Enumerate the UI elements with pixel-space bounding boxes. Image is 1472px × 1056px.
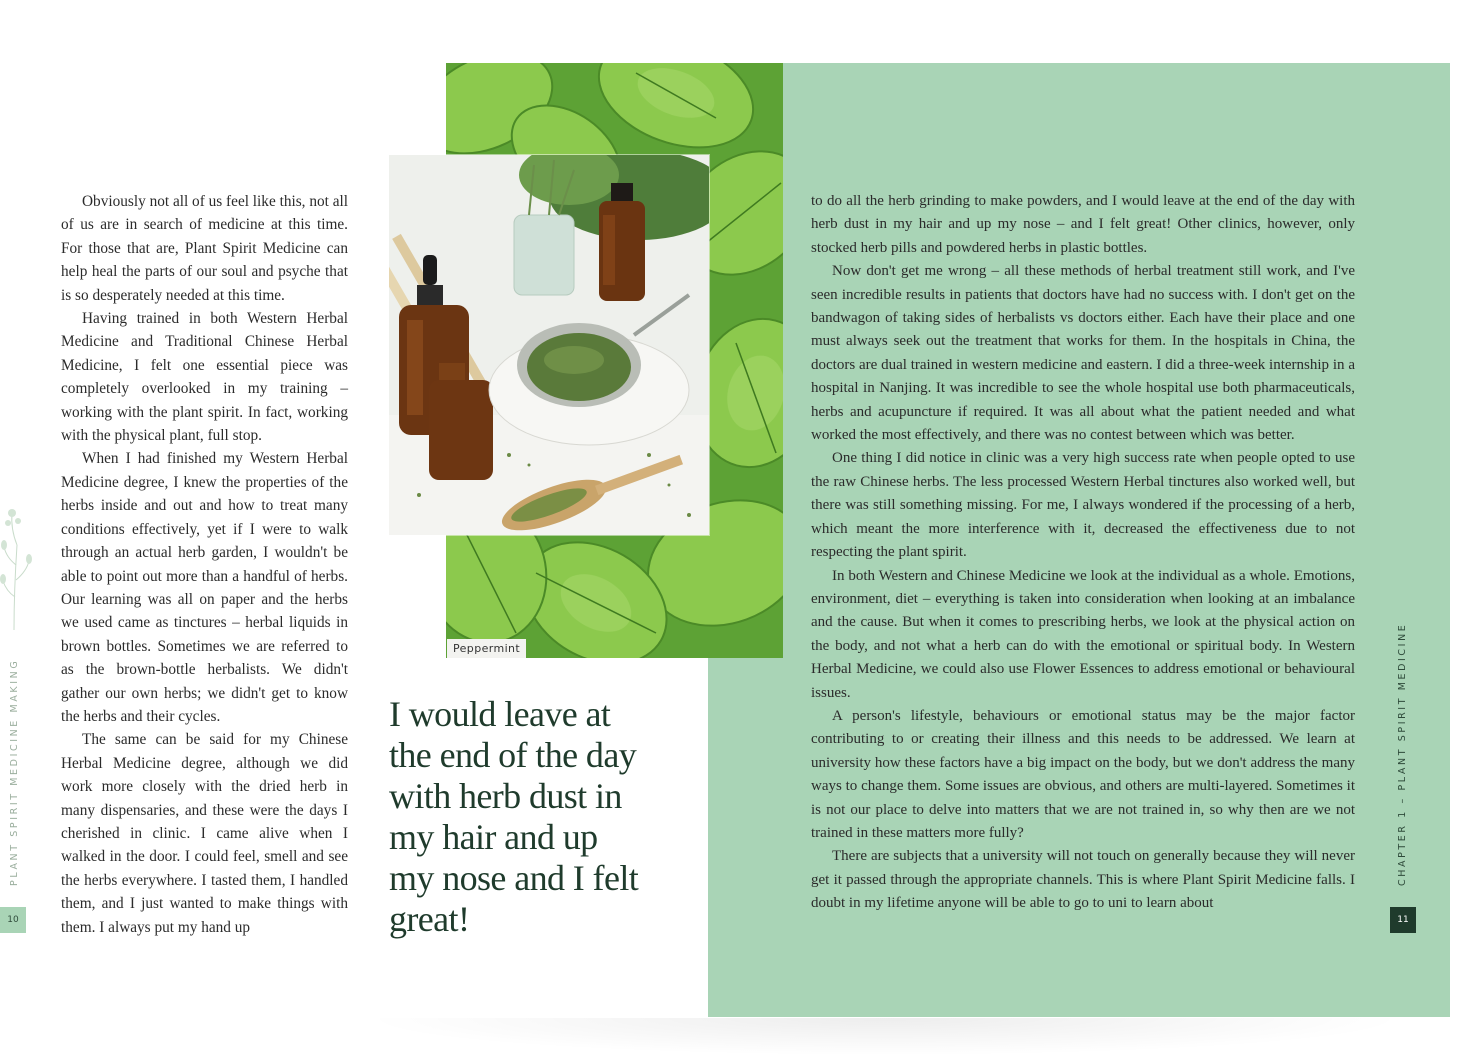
- body-paragraph: Obviously not all of us feel like this, not all of us are in search of medicine at this time. For those that are, Plant Spirit Medicine can help heal the parts of our soul and psyche that is so desperately needed at this time.: [61, 193, 348, 304]
- right-running-head: CHAPTER 1 – PLANT SPIRIT MEDICINE: [1397, 622, 1408, 886]
- left-page-number: 10: [0, 907, 26, 933]
- body-paragraph: Having trained in both Western Herbal Medicine and Traditional Chinese Herbal Medicine, I felt one essential piece was completely overlooked in my training – working with the plant spirit. In fact, working with the physical plant, full stop.: [61, 310, 348, 445]
- body-paragraph: When I had finished my Western Herbal Medicine degree, I knew the properties of the herbs inside and out and how to treat many conditions effectively, yet if I were to walk through an actual herb garden, I wouldn't be able to point out more than a handful of herbs. Our learning was all on paper and the herbs we used came as tinctures – herbal liquids in brown bottles. Sometimes we are referred to as the brown-bottle herbalists. We didn't gather our own herbs; we didn't get to know the herbs and their cycles.: [61, 450, 348, 725]
- right-page-body: [811, 190, 1355, 916]
- flower-sprig-icon: [0, 505, 34, 630]
- body-paragraph: to do all the herb grinding to make powders, and I would leave at the end of the day with herb dust in my hair and up my nose – and I felt great! Other clinics, however, only stocked herb pills and powdered herbs in plastic bottles.: [811, 193, 1355, 256]
- pull-quote: I would leave at the end of the day with herb dust in my hair and up my nose and I felt great!: [389, 694, 639, 939]
- left-page-body: [61, 190, 348, 939]
- body-paragraph: There are subjects that a university will not touch on generally because they will never get it passed through the appropriate channels. This is where Plant Spirit Medicine falls. I doubt in my lifetime anyone will be able to go to uni to learn about: [811, 848, 1355, 912]
- body-paragraph: A person's lifestyle, behaviours or emotional status may be the major factor contributing to or creating their illness and this needs to be addressed. We learn at university how these factors have a big impact on the body, but we don't address the many ways to change them. Some issues are obvious, and others are multi-layered. Sometimes it is not our place to delve into matters that we are not trained in, so why then are we not trained in these matters more fully?: [811, 707, 1355, 841]
- page-shadow: [360, 1018, 1410, 1056]
- body-paragraph: In both Western and Chinese Medicine we look at the individual as a whole. Emotions, environment, diet – everything is taken into consideration when looking at an imbalance and the cause. But when it comes to prescribing herbs, we look at the physical action on the body, and not what a herb can do with the emotional or spiritual body. In Western Herbal Medicine, we could also use Flower Essences to address emotional or behavioural issues.: [811, 567, 1355, 701]
- right-page-number: 11: [1390, 907, 1416, 933]
- image-caption: Peppermint: [447, 639, 526, 658]
- left-running-head: PLANT SPIRIT MEDICINE MAKING: [9, 658, 20, 886]
- herb-bottles-photo: [389, 155, 709, 535]
- body-paragraph: The same can be said for my Chinese Herbal Medicine degree, although we did work more closely with the dried herb in many dispensaries, and these were the days I cherished in clinic. I came alive when I walked in the door. I could feel, smell and see the herbs everywhere. I tasted them, I handled them, and I just wanted to make things with them. I always put my hand up: [61, 731, 348, 936]
- body-paragraph: One thing I did notice in clinic was a very high success rate when people opted to use the raw Chinese herbs. The less processed Western Herbal tinctures also worked well, but there was still something missing. For me, I always wondered if the processing of a herb, which meant the more interference with it, decreased the effectiveness due to not respecting the plant spirit.: [811, 450, 1355, 561]
- body-paragraph: Now don't get me wrong – all these methods of herbal treatment still work, and I've seen incredible results in patients that doctors have had no success with. I don't get on the bandwagon of taking sides of herbalists vs doctors either. Each have their place and one must always seek out the treatment that works for them. In the hospitals in China, the doctors are dual trained in western medicine and eastern. I did a three-week internship in a hospital in Nanjing. It was incredible to see the whole hospital use both pharmaceuticals, herbs and acupuncture if required. It was all about what the patient needed and what worked the most effectively, and there was no contest between which was better.: [811, 263, 1355, 444]
